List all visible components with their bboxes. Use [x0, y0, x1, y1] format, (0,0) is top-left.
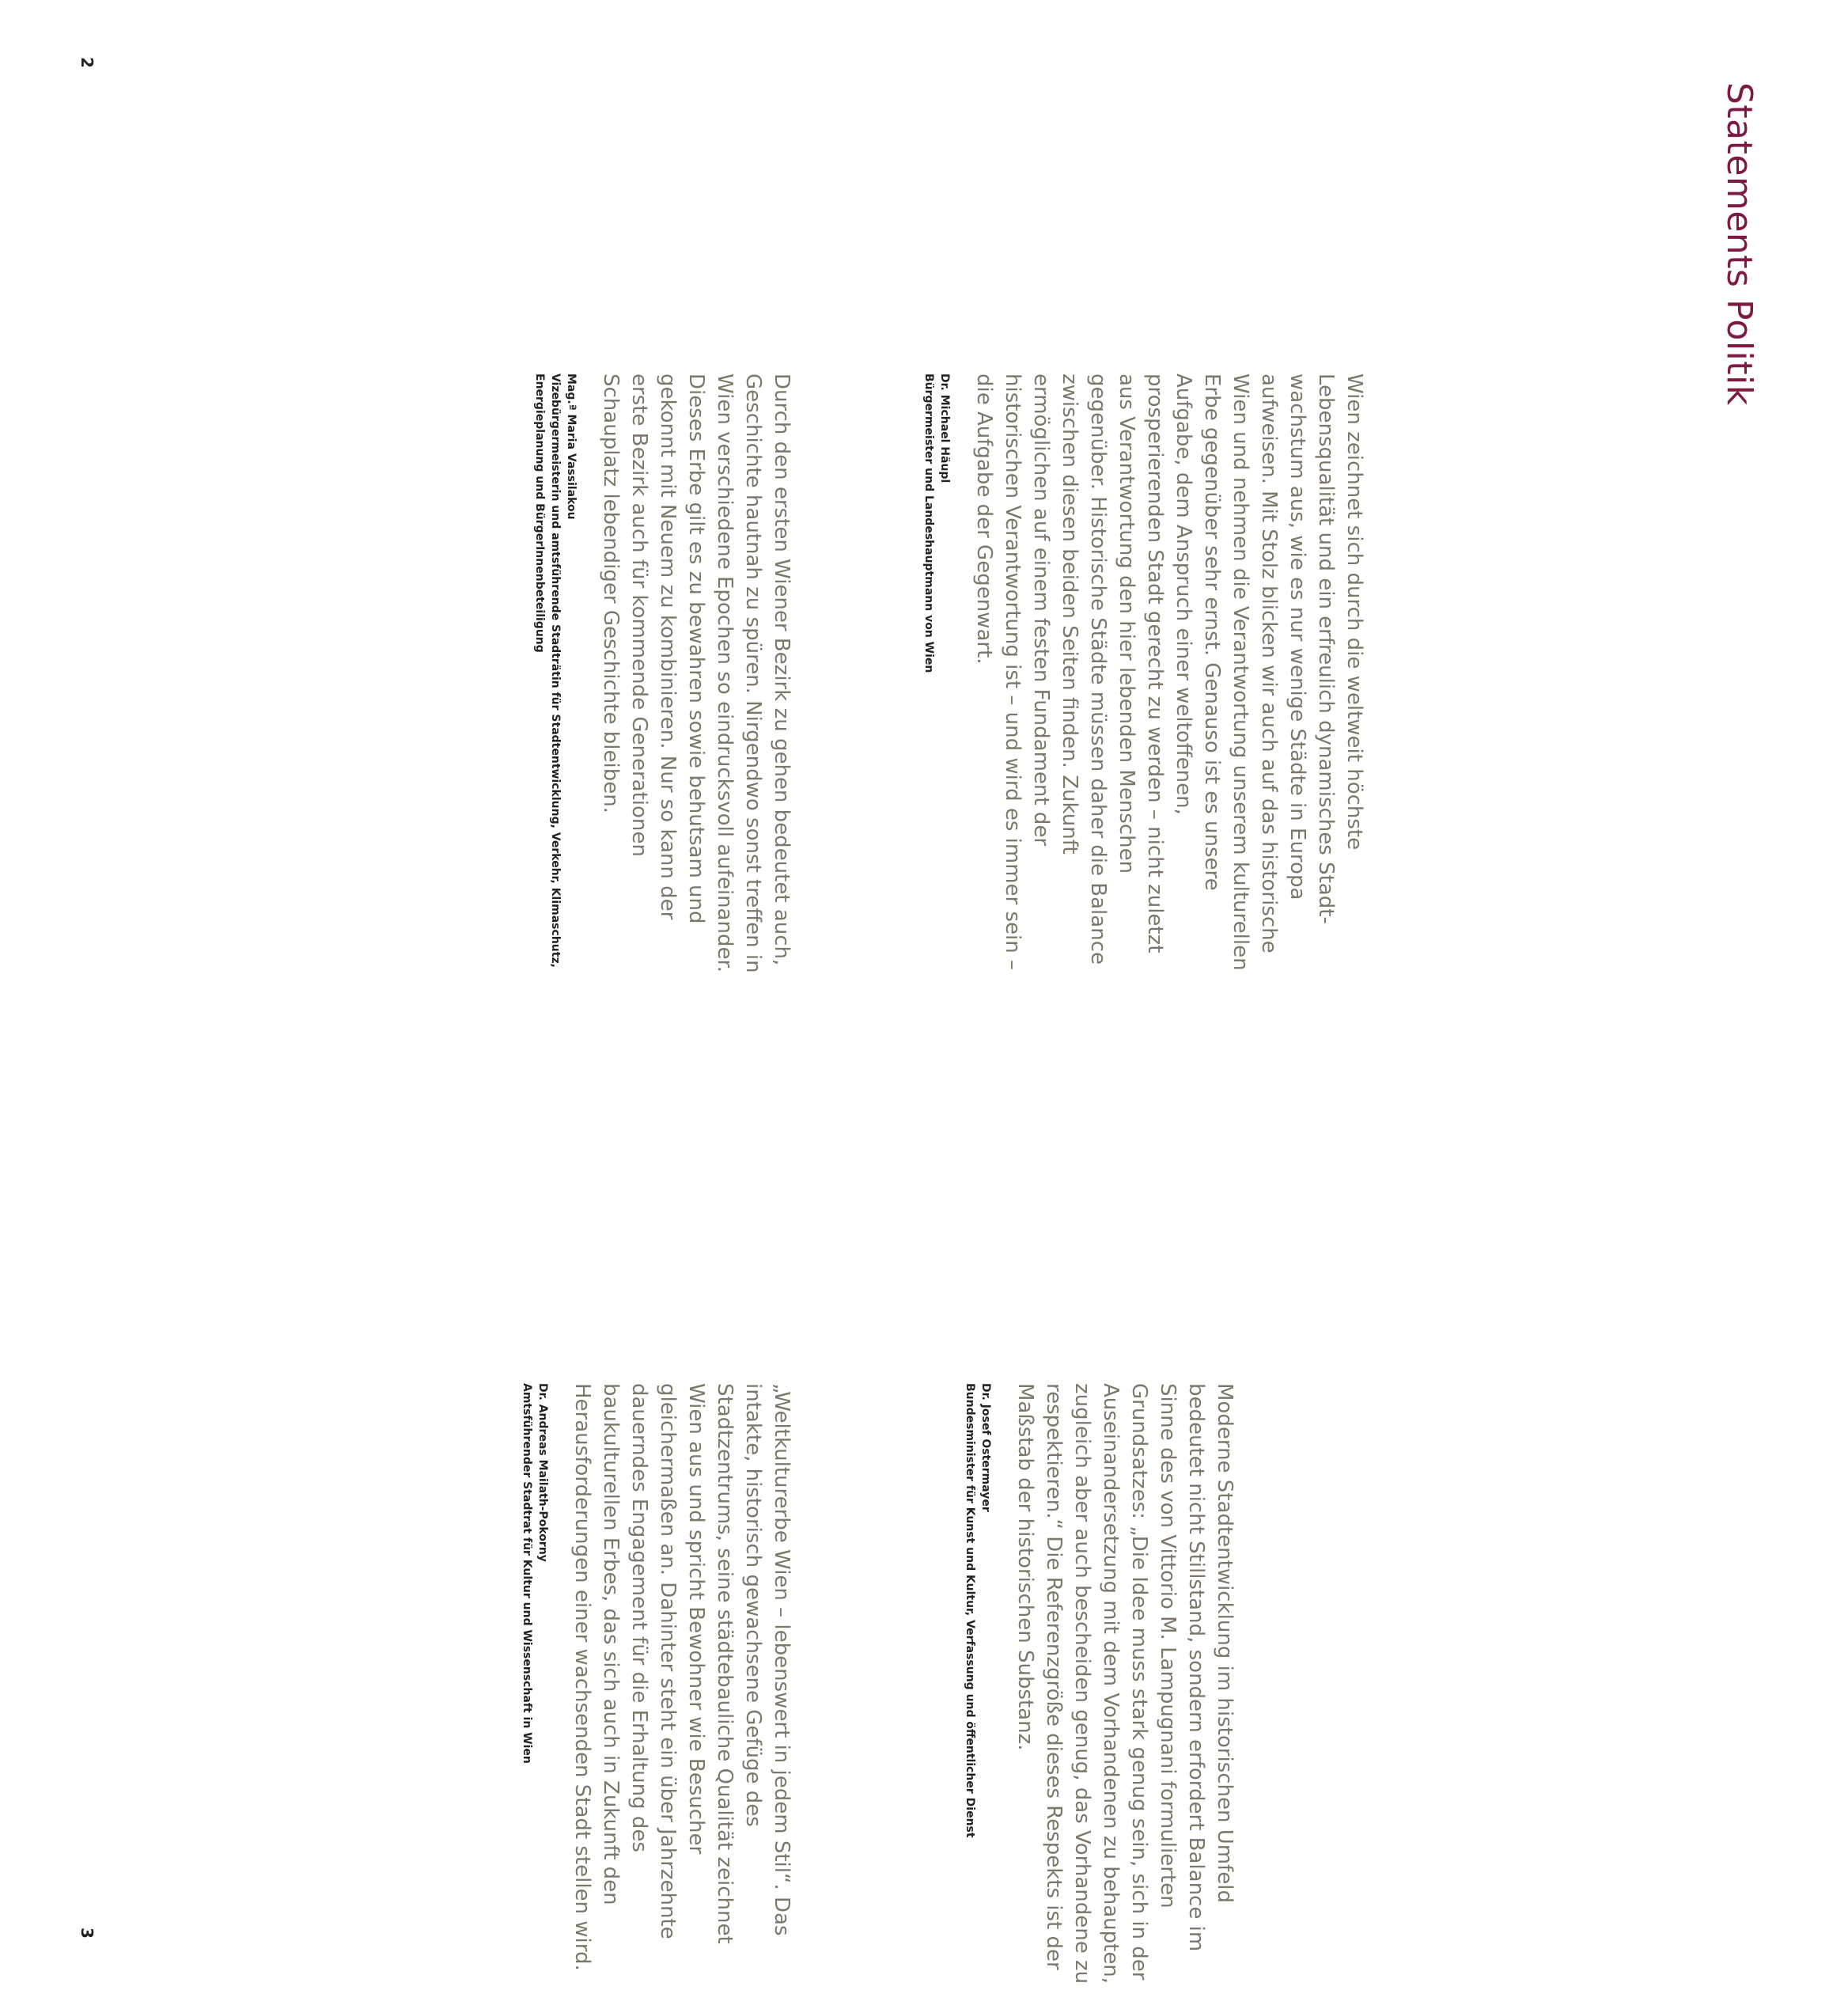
author-role: Vizebürgermeisterin und amtsführende Stadträtin für Stadtentwicklung, Verkehr, Klimaschutz, Energieplanung und BürgerInnenbeteiligung [533, 373, 562, 968]
author-role: Amtsführender Stadtrat für Kultur und Wissenschaft in Wien [521, 1383, 533, 1764]
author-role: Bundesminister für Kunst und Kultur, Verfassung und öffentlicher Dienst [964, 1383, 976, 1838]
author-name: Dr. Andreas Mailath-Pokorny [536, 1383, 549, 1562]
author-role: Bürgermeister und Landeshauptmann von Wien [922, 373, 935, 673]
signature [532, 373, 579, 975]
statement-ostermayer [962, 1383, 1239, 1985]
signature [519, 1383, 551, 1985]
statement-vassilakou [532, 373, 796, 975]
statement-mailath-pokorny [519, 1383, 796, 1985]
statement-text: Durch den ersten Wiener Bezirk zu gehen bedeutet auch, Geschichte hautnah zu spüren. Nirgendwo sonst treffen in Wien verschiedene Epochen so eindrucksvoll aufeinander. Dieses Erbe gilt es zu bewahren sowie behutsam und gekonnt mit Neuem zu kombinieren. Nur so kann der erste Bezirk auch für kommende Generationen Schauplatz lebendiger Geschichte bleiben. [599, 373, 793, 973]
signature [962, 1383, 994, 1985]
signature [921, 373, 952, 975]
author-name: Dr. Josef Ostermayer [979, 1383, 992, 1512]
page-number-left: 2 [78, 57, 97, 68]
statement-text: „Weltkulturerbe Wien – lebenswert in jedem Stil“. Das intakte, historisch gewachsene Gefüge des Stadtzentrums, seine städtebauliche Qualität zeichnet Wien aus und spricht Bewohner wie Besucher gleichermaßen an. Dahinter steht ein über Jahrzehnte dauerndes Engagement für die Erhaltung des baukulturellen Erbes, das sich auch in Zukunft den Herausforderungen einer wachsenden Stadt stellen wird. [570, 1383, 793, 1971]
statement-haeupl [921, 373, 1369, 975]
author-name: Dr. Michael Häupl [938, 373, 951, 483]
author-name: Mag.ª Maria Vassilakou [565, 373, 578, 520]
statement-text: Wien zeichnet sich durch die weltweit höchste Lebensqualität und ein erfreulich dynamisches Stadtwachstum aus, wie es nur wenige Städte in Europa aufweisen. Mit Stolz blicken wir auch auf das historische Wien und nehmen die Verantwortung unserem kulturellen Erbe gegenüber sehr ernst. Genauso ist es unsere Aufgabe, dem Anspruch einer weltoffenen, prosperierenden Stadt gerecht zu werden – nicht zuletzt aus Verantwortung den hier lebenden Menschen gegenüber. Historische Städte müssen daher die Balance zwischen diesen beiden Seiten finden. Zukunft ermöglichen auf einem festen Fundament der historischen Verantwortung ist – und wird es immer sein – die Aufgabe der Gegenwart. [972, 373, 1366, 971]
page-title: Statements Politik [1719, 82, 1759, 406]
page-number-right: 3 [78, 1928, 97, 1939]
statement-text: Moderne Stadtentwicklung im historischen Umfeld bedeutet nicht Stillstand, sondern erfordert Balance im Sinne des von Vittorio M. Lampugnani formulierten Grundsatzes: „Die Idee muss stark genug sein, sich in der Auseinandersetzung mit dem Vorhandenen zu behaupten, zugleich aber auch bescheiden genug, das Vorhandene zu respektieren.“ Die Referenzgröße dieses Respekts ist der Maßstab der historischen Substanz. [1013, 1383, 1236, 1985]
